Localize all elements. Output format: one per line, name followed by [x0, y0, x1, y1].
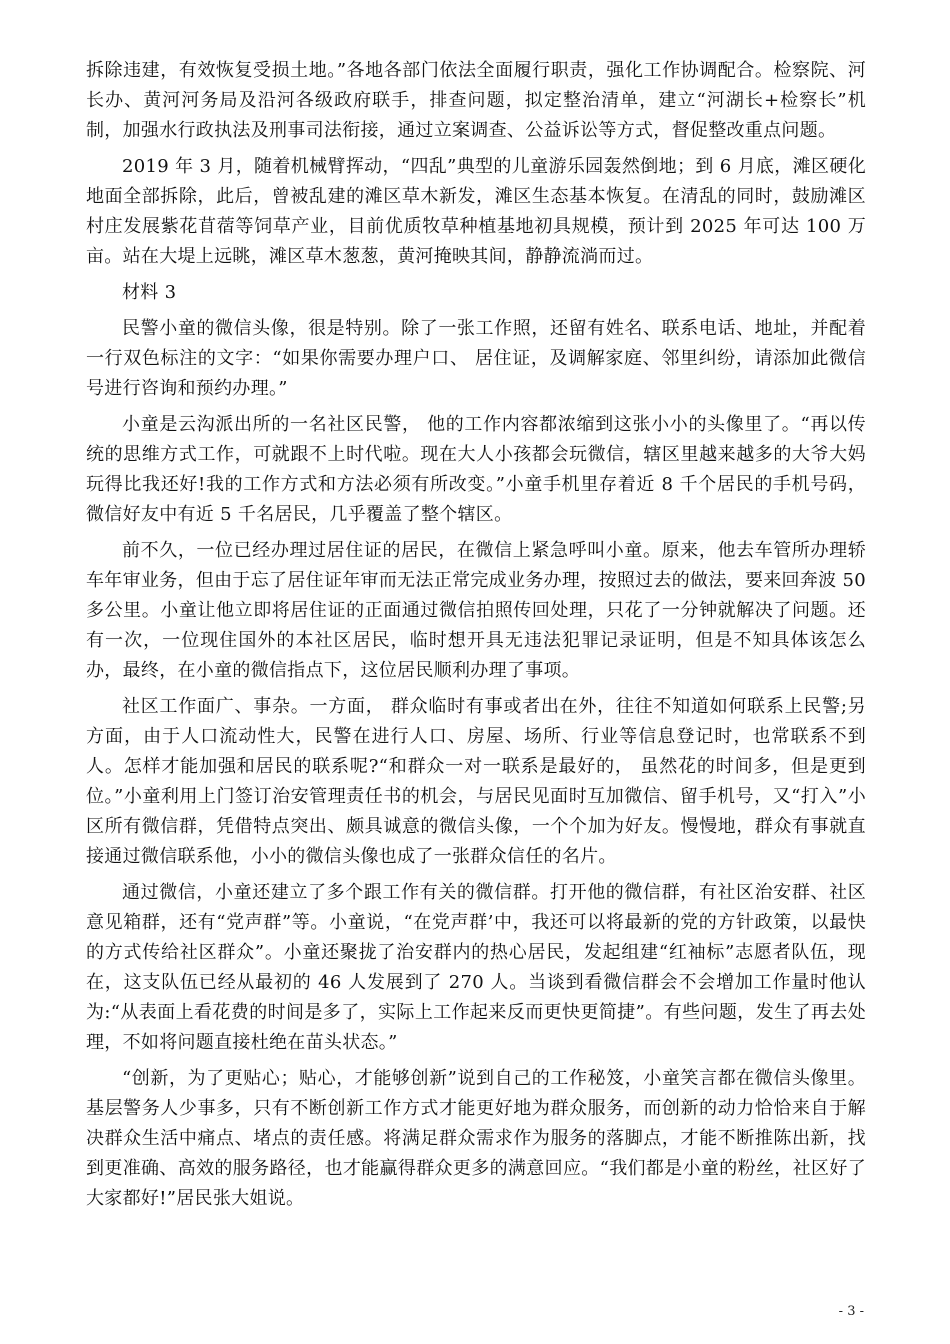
document-body — [86, 56, 866, 1220]
paragraph-wechat-groups: 通过微信，小童还建立了多个跟工作有关的微信群。打开他的微信群，有社区治安群、社区意见箱群，还有“党声群”等。小童说，“在党声群’中，我还可以将最新的党的方针政策，以最快的方式传给社区群众”。小童还聚拢了治安群内的热心居民，发起组建“红袖标”志愿者队伍，现在，这支队伍已经从最初的 46 人发展到了 270 人。当谈到看微信群会不会增加工作量时他认为:“从表面上看花费的时间是多了，实际上工作起来反而更快更简捷”。有些问题，发生了再去处理，不如将问题直接杜绝在苗头状态。” — [86, 882, 866, 1053]
page-number: - 3 - — [838, 1304, 864, 1319]
section-heading-material-3: 材料 3 — [122, 282, 177, 303]
paragraph-2019-restoration: 2019 年 3 月，随着机械臂挥动，“四乱”典型的儿童游乐园轰然倒地；到 6 月底，滩区硬化地面全部拆除，此后，曾被乱建的滩区草木新发，滩区生态基本恢复。在清乱的同时，鼓励滩区村庄发展紫花苜蓿等饲草产业，目前优质牧草种植基地初具规模，预计到 2025 年可达 100 万亩。站在大堤上远眺，滩区草木葱葱，黄河掩映其间，静静流淌而过。 — [86, 156, 866, 267]
paragraph-community-work: 社区工作面广、事杂。一方面， 群众临时有事或者出在外，往往不知道如何联系上民警;另方面，由于人口流动性大，民警在进行人口、房屋、场所、行业等信息登记时，也常联系不到人。怎样才能加强和居民的联系呢?“和群众一对一联系是最好的， 虽然花的时间多，但是更到位。”小童利用上门签订治安管理责任书的机会，与居民见面时互加微信、留手机号，又“打入”小区所有微信群，凭借特点突出、颇具诚意的微信头像，一个个加为好友。慢慢地，群众有事就直接通过微信联系他，小小的微信头像也成了一张群众信任的名片。 — [86, 696, 866, 867]
paragraph-wechat-avatar: 民警小童的微信头像，很是特别。除了一张工作照，还留有姓名、联系电话、地址，并配着一行双色标注的文字：“如果你需要办理户口、 居住证，及调解家庭、邻里纠纷，请添加此微信号进行咨询和预约办理。” — [86, 318, 866, 399]
paragraph-continuation: 拆除违建，有效恢复受损土地。”各地各部门依法全面履行职责，强化工作协调配合。检察院、河长办、黄河河务局及沿河各级政府联手，排查问题，拟定整治清单，建立“河湖长+检察长”机制，加强水行政执法及刑事司法衔接，通过立案调查、公益诉讼等方式，督促整改重点问题。 — [86, 60, 866, 141]
paragraph-innovation: “创新，为了更贴心；贴心，才能够创新”说到自己的工作秘笈，小童笑言都在微信头像里。基层警务人少事多，只有不断创新工作方式才能更好地为群众服务，而创新的动力恰恰来自于解决群众生活中痛点、堵点的责任感。将满足群众需求作为服务的落脚点，才能不断推陈出新，找到更准确、高效的服务路径，也才能赢得群众更多的满意回应。“我们都是小童的粉丝，社区好了大家都好!”居民张大姐说。 — [86, 1068, 866, 1209]
paragraph-resident-help: 前不久，一位已经办理过居住证的居民，在微信上紧急呼叫小童。原来，他去车管所办理轿车年审业务，但由于忘了居住证年审而无法正常完成业务办理，按照过去的做法，要来回奔波 50 多公里。小童让他立即将居住证的正面通过微信拍照传回处理，只花了一分钟就解决了问题。还有一次，一位现住国外的本社区居民，临时想开具无违法犯罪记录证明，但是不知具体该怎么办，最终，在小童的微信指点下，这位居民顺利办理了事项。 — [86, 540, 866, 681]
paragraph-community-police: 小童是云沟派出所的一名社区民警， 他的工作内容都浓缩到这张小小的头像里了。“再以传统的思维方式工作，可就跟不上时代啦。现在大人小孩都会玩微信，辖区里越来越多的大爷大妈玩得比我还好!我的工作方式和方法必须有所改变。”小童手机里存着近 8 千个居民的手机号码，微信好友中有近 5 千名居民，几乎覆盖了整个辖区。 — [86, 414, 866, 525]
